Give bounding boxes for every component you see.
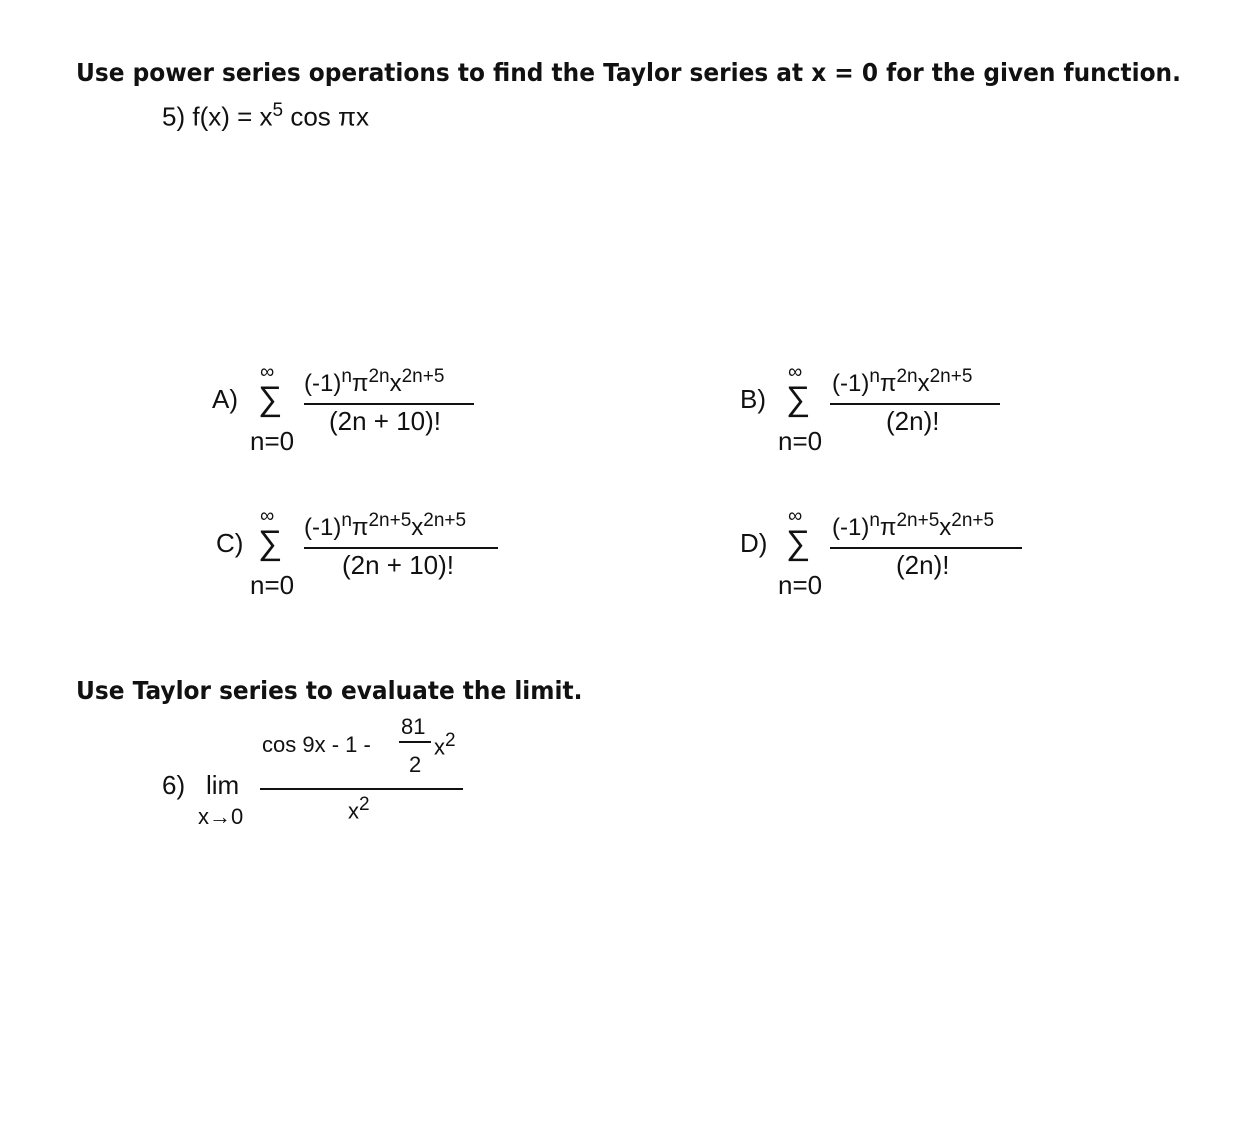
fraction-bar (830, 547, 1022, 549)
sigma-symbol: ∑ (258, 524, 283, 562)
denominator: (2n + 10)! (329, 406, 442, 436)
function-rhs: cos πx (283, 101, 369, 132)
inner-fraction-bar (399, 741, 431, 743)
choice-b[interactable] (740, 360, 1040, 460)
function-lhs: f(x) = x (192, 101, 273, 132)
summation-lower-bound: n=0 (250, 426, 295, 456)
infinity-symbol: ∞ (788, 505, 803, 527)
choice-label: C) (216, 528, 244, 558)
denominator: (2n + 10)! (342, 550, 455, 580)
problem-5 (162, 100, 369, 133)
sigma-symbol: ∑ (786, 380, 811, 418)
denominator: (2n)! (896, 550, 950, 580)
choice-label: A) (212, 384, 238, 414)
infinity-symbol: ∞ (260, 505, 275, 527)
numerator: $(-1)^n\pi^{2n}x^{2n+5}$ (832, 366, 973, 397)
numerator: $(-1)^n\pi^{2n}x^{2n+5}$ (304, 366, 445, 397)
summation-lower-bound: n=0 (778, 426, 823, 456)
numerator: $(-1)^n\pi^{2n+5}x^{2n+5}$ (304, 510, 467, 541)
limit-operator: lim (206, 770, 240, 800)
function-exponent: 5 (272, 100, 284, 121)
problem-number: 6) (162, 770, 186, 800)
choice-c[interactable] (212, 504, 532, 604)
infinity-symbol: ∞ (788, 361, 803, 383)
main-fraction-bar (260, 788, 463, 790)
instruction-limit: Use Taylor series to evaluate the limit. (76, 676, 583, 705)
inner-fraction-denominator: 2 (409, 752, 422, 777)
sigma-symbol: ∑ (786, 524, 811, 562)
summation-lower-bound: n=0 (250, 570, 295, 600)
x-squared-term: $x^2$ (434, 730, 456, 760)
instruction-series: Use power series operations to find the Taylor series at x = 0 for the given function. (76, 58, 1181, 87)
fraction-bar (304, 547, 498, 549)
choice-d[interactable] (740, 504, 1060, 604)
summation-lower-bound: n=0 (778, 570, 823, 600)
choice-label: D) (740, 528, 768, 558)
inner-fraction-numerator: 81 (401, 714, 426, 739)
problem-number: 5) (162, 101, 186, 132)
numerator: $(-1)^n\pi^{2n+5}x^{2n+5}$ (832, 510, 995, 541)
infinity-symbol: ∞ (260, 361, 275, 383)
limit-approach: x→0 (198, 804, 244, 829)
fraction-bar (830, 403, 1000, 405)
choice-a[interactable] (212, 360, 512, 460)
sigma-symbol: ∑ (258, 380, 283, 418)
denominator: (2n)! (886, 406, 940, 436)
fraction-bar (304, 403, 474, 405)
numerator-text: cos 9x - 1 - (262, 732, 371, 757)
problem-6 (160, 712, 480, 832)
main-denominator: $x^2$ (348, 794, 370, 824)
choice-label: B) (740, 384, 766, 414)
